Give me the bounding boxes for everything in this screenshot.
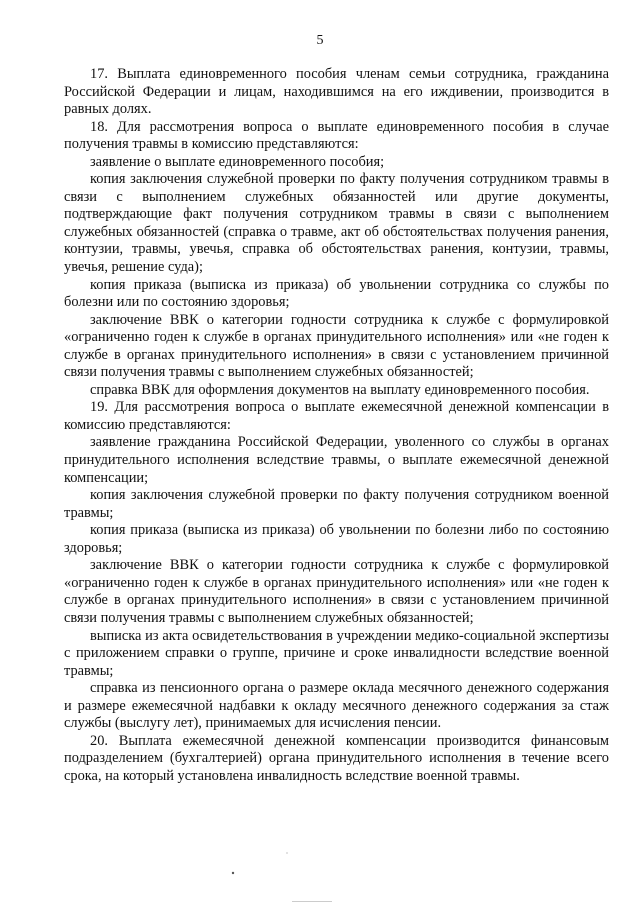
- list-item-mse-extract: выписка из акта освидетельствования в учреждении медико-социальной экспертизы с приложением справки о группе, причине и сроке инвалидности вследствие военной травмы;: [64, 627, 609, 679]
- list-item-vvk-certificate: справка ВВК для оформления документов на выплату единовременного пособия.: [90, 381, 590, 398]
- list-item-dismissal-order-illness: копия приказа (выписка из приказа) об увольнении по болезни либо по состоянию здоровья;: [64, 522, 609, 556]
- list-item-vvk-conclusion-2: заключение ВВК о категории годности сотрудника к службе с формулировкой «ограниченно годен к службе в органах принудительного исполнения» или «не годен к службе в органах принудительного исполнения» в связи с установлением причинной связи получения травмы с выполнением служебных обязанностей;: [64, 557, 609, 626]
- paragraph-20: 20. Выплата ежемесячной денежной компенсации производится финансовым подразделением (бухгалтерией) органа принудительного исполнения в течение всего срока, на который установлена инвалидность вследствие военной травмы.: [64, 732, 609, 784]
- paragraph-17: 17. Выплата единовременного пособия членам семьи сотрудника, гражданина Российской Федерации и лицам, находившимся на его иждивении, производится в равных долях.: [64, 66, 609, 118]
- list-item-dismissal-order: копия приказа (выписка из приказа) об увольнении сотрудника со службы по болезни или по состоянию здоровья;: [64, 276, 609, 311]
- page-number: 5: [316, 33, 324, 48]
- list-item-application: заявление о выплате единовременного пособия;: [90, 153, 385, 170]
- list-item-citizen-application: заявление гражданина Российской Федерации, уволенного со службы в органах принудительного исполнения вследствие травмы, о выплате ежемесячной денежной компенсации;: [64, 434, 609, 486]
- list-item-military-trauma-inspection: копия заключения служебной проверки по факту получения сотрудником военной травмы;: [64, 487, 609, 521]
- scan-edge-mark: [292, 901, 332, 902]
- paragraph-19: 19. Для рассмотрения вопроса о выплате ежемесячной денежной компенсации в комиссию представляются:: [64, 399, 609, 433]
- scan-speck: [232, 872, 234, 874]
- paragraph-18: 18. Для рассмотрения вопроса о выплате единовременного пособия в случае получения травмы в комиссию представляются:: [64, 118, 609, 153]
- scan-speck: [286, 852, 287, 853]
- list-item-pension-certificate: справка из пенсионного органа о размере оклада месячного денежного содержания и размере ежемесячной надбавки к окладу месячного денежного содержания за стаж службы (выслугу лет), принимаемых для исчисления пенсии.: [64, 680, 609, 732]
- list-item-vvk-conclusion: заключение ВВК о категории годности сотрудника к службе с формулировкой «ограниченно годен к службе в органах принудительного исполнения» или «не годен к службе в органах принудительного исполнения» в связи с установлением причинной связи получения травмы с выполнением служебных обязанностей;: [64, 311, 609, 381]
- list-item-inspection-copy: копия заключения служебной проверки по факту получения сотрудником травмы в связи с выполнением служебных обязанностей или другие документы, подтверждающие факт получения сотрудником травмы в связи с выполнением служебных обязанностей (справка о травме, акт об обстоятельствах получения ранения, контузии, травмы, увечья, справка об обстоятельствах ранения, контузии, травмы, увечья, решение суда);: [64, 171, 609, 276]
